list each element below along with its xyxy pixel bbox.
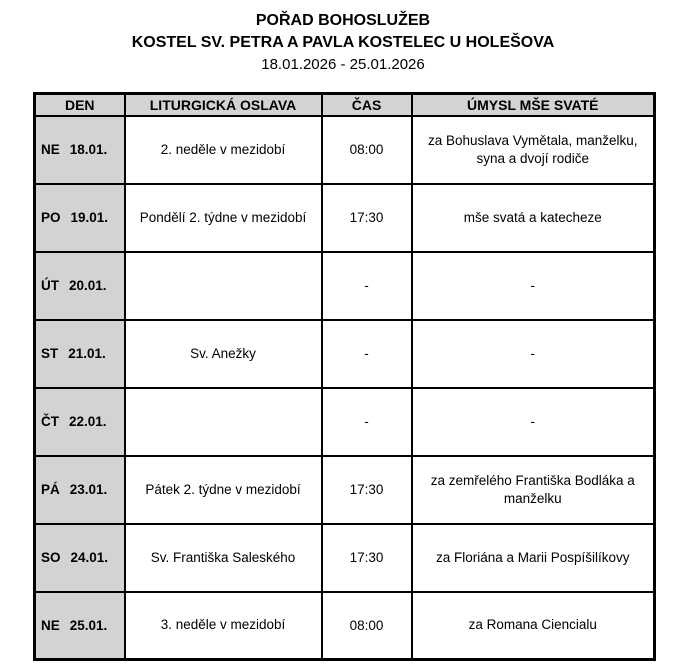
table-row	[35, 116, 655, 184]
day-date: 19.01.	[70, 210, 109, 225]
day-cell	[35, 388, 125, 456]
day-cell	[35, 524, 125, 592]
celebration-cell: Sv. Anežky	[125, 320, 322, 388]
day-date: 25.01.	[69, 617, 108, 633]
day-date: 20.01.	[69, 278, 107, 293]
time-cell: -	[322, 320, 412, 388]
day-abbreviation: ST	[41, 346, 59, 361]
column-header-cas: ČAS	[322, 94, 412, 116]
intention-cell: za Romana Ciencialu	[412, 592, 655, 660]
intention-cell: -	[412, 388, 655, 456]
table-row	[35, 388, 655, 456]
day-abbreviation: NE	[41, 142, 60, 157]
column-header-umysl-mse-svate: ÚMYSL MŠE SVATÉ	[412, 94, 655, 116]
day-cell	[35, 592, 125, 660]
celebration-cell: 3. neděle v mezidobí	[125, 592, 322, 660]
time-cell: -	[322, 388, 412, 456]
time-cell: 17:30	[322, 524, 412, 592]
day-date: 22.01.	[69, 414, 107, 429]
day-date: 24.01.	[70, 550, 109, 565]
page-title: POŘAD BOHOSLUŽEB	[255, 12, 431, 29]
day-abbreviation: PÁ	[41, 482, 60, 497]
time-cell: 08:00	[322, 592, 412, 660]
day-abbreviation: NE	[41, 617, 60, 633]
celebration-cell: 2. neděle v mezidobí	[125, 116, 322, 184]
day-abbreviation: ÚT	[41, 278, 59, 293]
day-cell	[35, 116, 125, 184]
table-row	[35, 252, 655, 320]
day-date: 21.01.	[68, 346, 106, 361]
table-row	[35, 320, 655, 388]
day-cell	[35, 184, 125, 252]
intention-cell: za Bohuslava Vymětala, manželku, syna a dvojí rodiče	[412, 116, 655, 184]
schedule-table	[33, 92, 656, 661]
intention-cell: -	[412, 320, 655, 388]
table-row	[35, 524, 655, 592]
day-abbreviation: ČT	[41, 414, 59, 429]
table-header-row	[35, 94, 655, 116]
time-cell: 08:00	[322, 116, 412, 184]
column-header-den: DEN	[35, 94, 125, 116]
celebration-cell	[125, 252, 322, 320]
date-range: 18.01.2026 - 25.01.2026	[261, 56, 425, 73]
table-row	[35, 456, 655, 524]
celebration-cell: Sv. Františka Saleského	[125, 524, 322, 592]
intention-cell: za zemřelého Františka Bodláka a manželku	[412, 456, 655, 524]
column-header-liturgicka-oslava: LITURGICKÁ OSLAVA	[125, 94, 322, 116]
table-row	[35, 184, 655, 252]
day-date: 23.01.	[69, 482, 108, 497]
intention-cell: za Floriána a Marii Pospíšilíkovy	[412, 524, 655, 592]
celebration-cell	[125, 388, 322, 456]
table-row	[35, 592, 655, 660]
intention-cell: -	[412, 252, 655, 320]
day-cell	[35, 456, 125, 524]
intention-cell: mše svatá a katecheze	[412, 184, 655, 252]
time-cell: -	[322, 252, 412, 320]
day-date: 18.01.	[69, 142, 108, 157]
document-header	[0, 0, 686, 76]
celebration-cell: Pondělí 2. týdne v mezidobí	[125, 184, 322, 252]
day-abbreviation: SO	[41, 550, 61, 565]
day-cell	[35, 320, 125, 388]
celebration-cell: Pátek 2. týdne v mezidobí	[125, 456, 322, 524]
church-name: KOSTEL SV. PETRA A PAVLA KOSTELEC U HOLEŠOVA	[131, 34, 555, 51]
day-abbreviation: PO	[41, 210, 61, 225]
time-cell: 17:30	[322, 184, 412, 252]
day-cell	[35, 252, 125, 320]
time-cell: 17:30	[322, 456, 412, 524]
